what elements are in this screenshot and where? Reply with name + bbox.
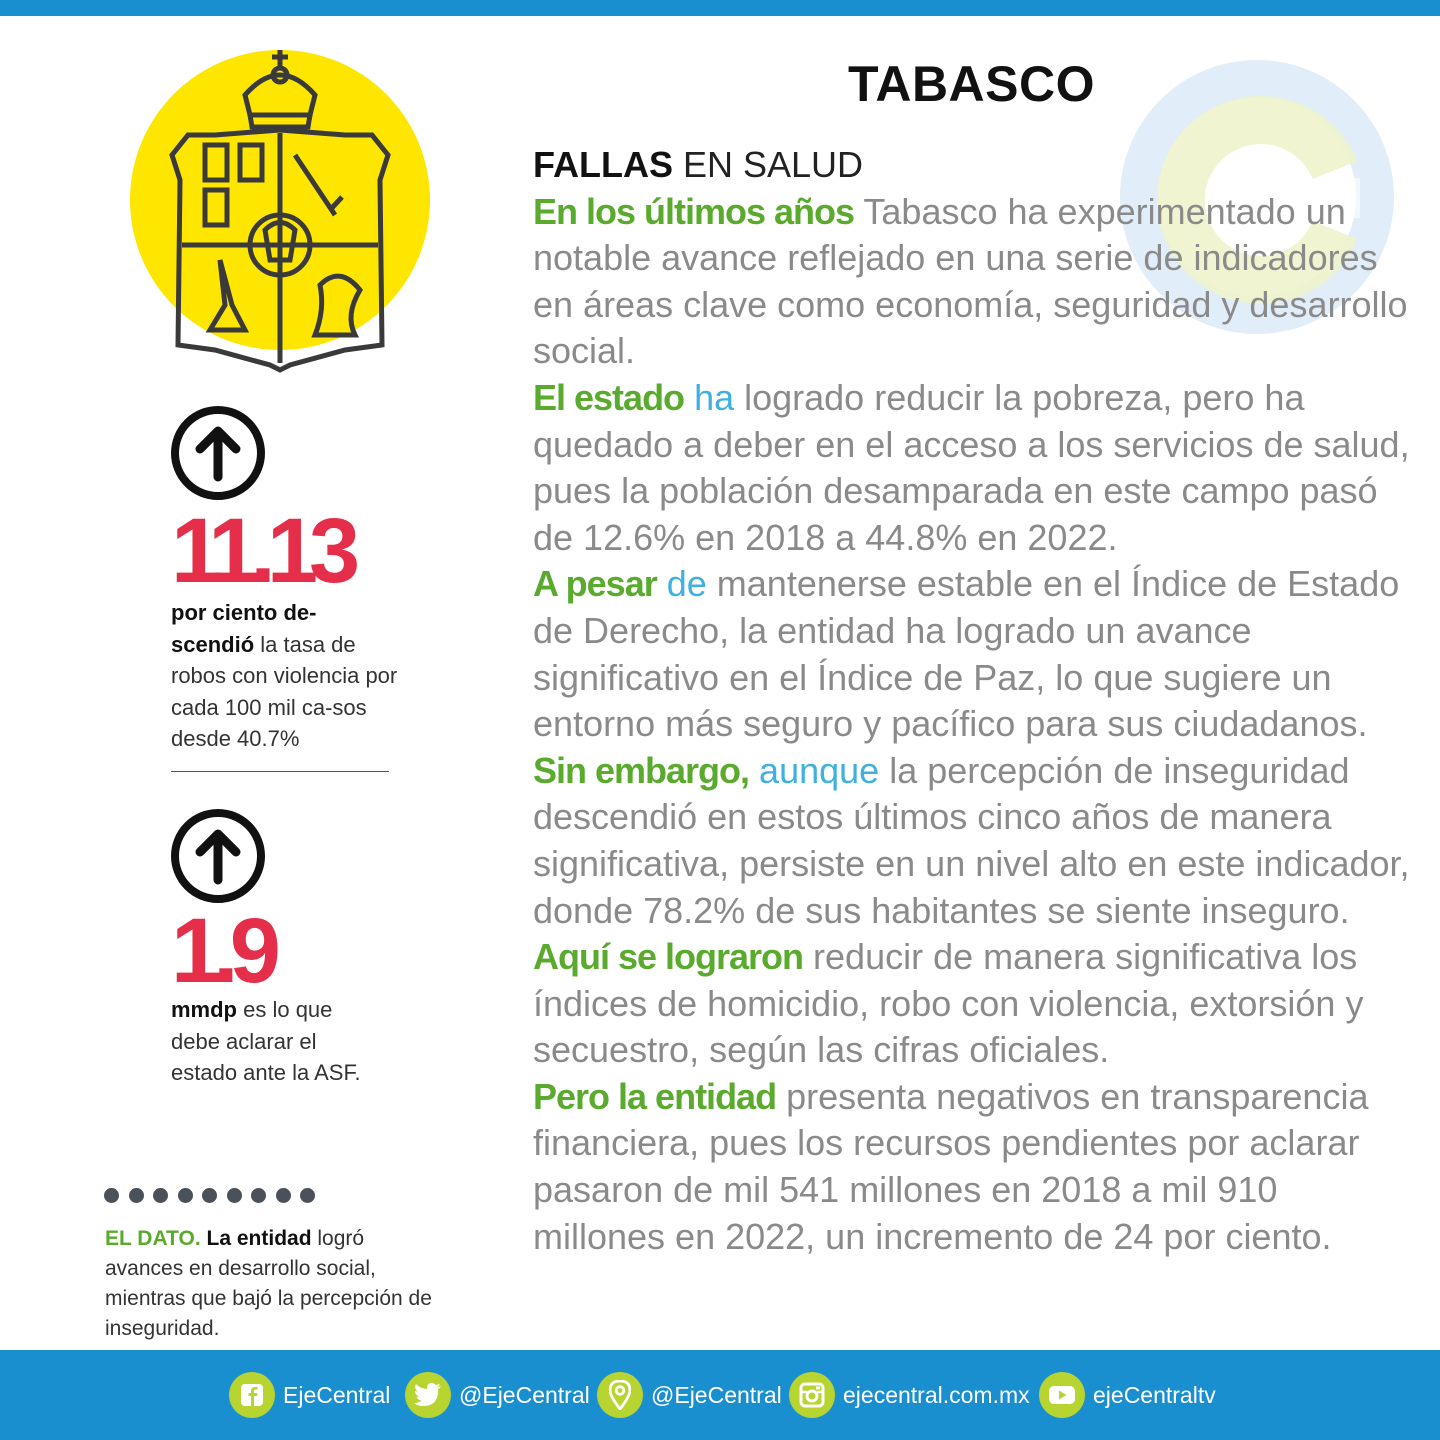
footer-location-link[interactable] bbox=[597, 1372, 782, 1418]
divider bbox=[171, 771, 389, 772]
footer-twitter-link[interactable] bbox=[405, 1372, 590, 1418]
article-subtitle bbox=[533, 142, 1413, 189]
arrow-up-circle-icon bbox=[170, 405, 266, 501]
paragraph-text: Tabasco ha experimentado un notable avance reflejado en una serie de indicadores en áreas clave como economía, seguridad y desarrollo social. bbox=[533, 190, 1408, 372]
arrow-up-circle-icon bbox=[170, 808, 266, 904]
paragraph bbox=[533, 934, 1413, 1074]
dot-separator bbox=[104, 1188, 315, 1203]
footer-item-label: ejecentral.com.mx bbox=[843, 1381, 1030, 1408]
paragraph bbox=[533, 1074, 1413, 1260]
paragraph-connector: ha bbox=[684, 376, 735, 418]
paragraph-lead: El estado bbox=[533, 376, 685, 418]
location-pin-icon bbox=[597, 1372, 643, 1418]
stat-description-robbery bbox=[171, 597, 401, 755]
paragraph-text: mantenerse estable en el Índice de Estado de Derecho, la entidad ha logrado un avance significativo en el Índice de Paz, lo que sugiere un entorno más seguro y pacífico para sus ciudadanos. bbox=[533, 563, 1400, 745]
paragraph-lead: Pero la entidad bbox=[533, 1075, 777, 1117]
subtitle-rest: EN SALUD bbox=[673, 144, 864, 185]
footer-item-label: EjeCentral bbox=[283, 1381, 391, 1408]
stat-value-robbery: 11.13 bbox=[171, 500, 352, 602]
dato-bold: La entidad bbox=[200, 1227, 312, 1250]
paragraph-lead: Sin embargo, bbox=[533, 749, 750, 791]
paragraph-text: presenta negativos en transparencia financiera, pues los recursos pendientes por aclarar pasaron de mil 541 millones en 2018 a mil 910 millones en 2022, un incremento de 24 por ciento. bbox=[533, 1075, 1369, 1257]
paragraph-lead: Aquí se lograron bbox=[533, 936, 804, 978]
footer-facebook-link[interactable] bbox=[229, 1372, 390, 1418]
footer-bar bbox=[0, 1350, 1440, 1440]
footer-item-label: @EjeCentral bbox=[459, 1381, 590, 1408]
instagram-icon bbox=[789, 1372, 835, 1418]
footer-item-label: ejeCentraltv bbox=[1093, 1381, 1216, 1408]
paragraph-text: la percepción de inseguridad descendió en estos últimos cinco años de manera significativa, persiste en un nivel alto en este indicador, donde 78.2% de sus habitantes se siente inseguro. bbox=[533, 749, 1410, 931]
paragraph bbox=[533, 375, 1413, 561]
stat-text: es lo que debe aclarar el estado ante la ASF. bbox=[171, 997, 361, 1085]
paragraph-connector: aunque bbox=[749, 749, 880, 791]
paragraph-text: reducir de manera significativa los índices de homicidio, robo con violencia, extorsión y secuestro, según las cifras oficiales. bbox=[533, 936, 1364, 1071]
stat-value-asf: 1.9 bbox=[171, 900, 272, 1002]
top-bar bbox=[0, 0, 1440, 16]
paragraph-lead: A pesar bbox=[533, 563, 657, 605]
stat-description-asf bbox=[171, 994, 371, 1089]
paragraph bbox=[533, 189, 1413, 375]
paragraph bbox=[533, 748, 1413, 934]
footer-item-label: @EjeCentral bbox=[651, 1381, 782, 1408]
paragraph bbox=[533, 561, 1413, 747]
dato-label: EL DATO. bbox=[105, 1227, 201, 1250]
page-title: TABASCO bbox=[848, 56, 1096, 112]
paragraph-lead: En los últimos años bbox=[533, 190, 855, 232]
stat-text: la tasa de robos con violencia por cada 100 mil ca-sos desde 40.7% bbox=[171, 631, 398, 751]
footer-youtube-link[interactable] bbox=[1039, 1372, 1216, 1418]
stat-bold: mmdp bbox=[171, 997, 237, 1022]
article-body bbox=[533, 142, 1413, 1260]
twitter-icon bbox=[405, 1372, 451, 1418]
paragraph-connector: de bbox=[656, 563, 707, 605]
dato-text: logró avances en desarrollo social, mientras que bajó la percepción de inseguridad. bbox=[105, 1227, 432, 1340]
stat-bold: por ciento de- scendió bbox=[171, 600, 317, 657]
youtube-icon bbox=[1039, 1372, 1085, 1418]
el-dato-note bbox=[105, 1224, 445, 1344]
tabasco-coat-of-arms-icon bbox=[130, 45, 430, 375]
subtitle-bold: FALLAS bbox=[533, 144, 673, 185]
paragraph-text: logrado reducir la pobreza, pero ha quedado a deber en el acceso a los servicios de salud, pues la población desamparada en este campo pasó de 12.6% en 2018 a 44.8% en 2022. bbox=[533, 376, 1410, 558]
footer-website-link[interactable] bbox=[789, 1372, 1030, 1418]
facebook-icon bbox=[229, 1372, 275, 1418]
